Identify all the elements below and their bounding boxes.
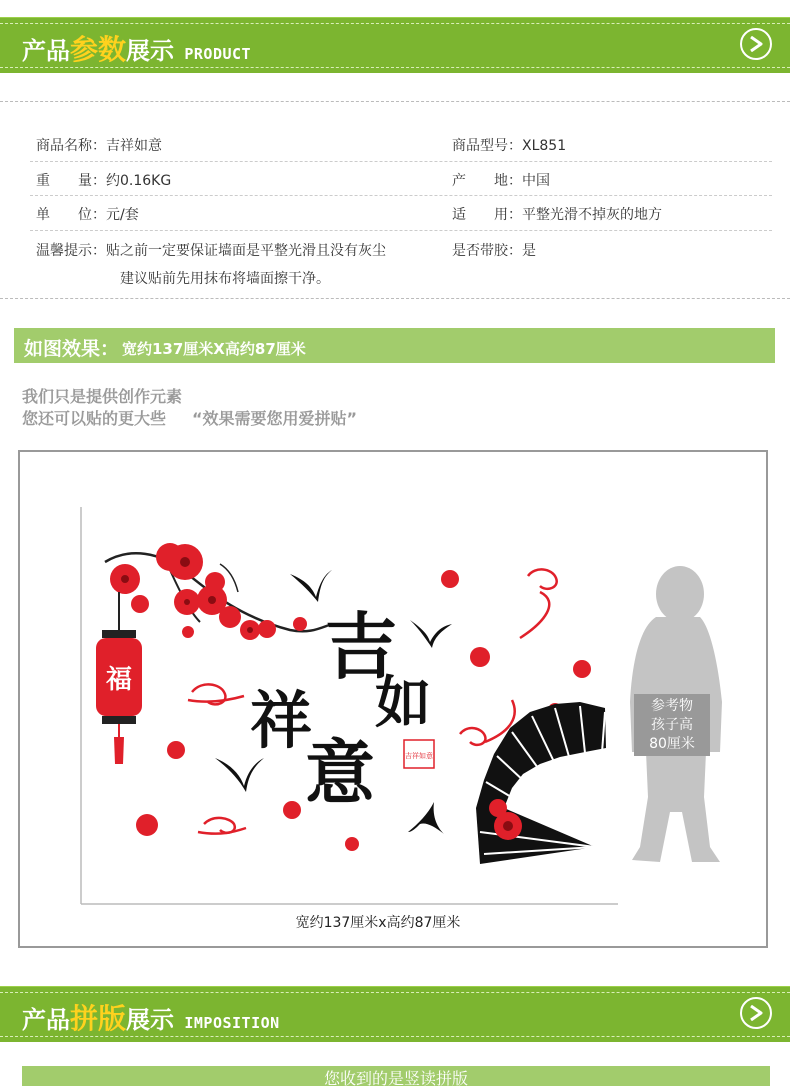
calligraphy	[250, 604, 431, 814]
svg-text:意: 意	[305, 731, 375, 814]
svg-text:参考物: 参考物	[651, 698, 693, 714]
spec-suit: 适 用：平整光滑不掉灰的地方	[452, 207, 662, 223]
wall-sticker-illustration	[20, 452, 766, 946]
svg-text:祥: 祥	[250, 684, 313, 757]
arrow-right-icon[interactable]	[740, 28, 772, 60]
spec-tip-line2: 建议贴前先用抹布将墙面擦干净。	[120, 271, 330, 287]
spec-tip: 温馨提示：贴之前一定要保证墙面是平整光滑且没有灰尘	[36, 243, 386, 259]
spec-model: 商品型号：XL851	[452, 138, 567, 154]
spec-weight: 重 量：约0.16KG	[36, 173, 172, 189]
note-line1: 我们只是提供创作元素	[22, 387, 183, 406]
folding-fan	[476, 702, 606, 864]
product-params-banner	[0, 17, 790, 73]
svg-text:如: 如	[375, 670, 431, 736]
spec-glue: 是否带胶：是	[452, 243, 536, 259]
arrow-right-icon-2[interactable]	[740, 997, 772, 1029]
lantern-char: 福	[105, 665, 133, 695]
spec-unit: 单 位：元/套	[36, 207, 139, 223]
svg-text:吉: 吉	[325, 604, 398, 689]
banner-title: 产品参数展示 PRODUCT	[22, 33, 252, 66]
svg-text:孩子高: 孩子高	[651, 717, 693, 733]
note-line2: 您还可以贴的更大些 “效果需要您用爱拼贴”	[22, 409, 358, 428]
illustration-caption: 宽约137厘米x高约87厘米	[295, 915, 461, 931]
seal-stamp: 吉祥如意	[405, 752, 433, 760]
banner2-title: 产品拼版展示 IMPOSITION	[22, 1002, 280, 1035]
imposition-banner	[0, 986, 790, 1042]
effect-bar: 如图效果： 宽约137厘米X高约87厘米	[14, 328, 775, 363]
spec-origin: 产 地：中国	[452, 173, 550, 189]
child-silhouette	[630, 566, 722, 862]
spec-name: 商品名称：吉祥如意	[36, 138, 162, 154]
lantern	[96, 592, 142, 764]
svg-text:80厘米: 80厘米	[649, 736, 695, 752]
illustration-frame	[18, 450, 768, 948]
imposition-note: 您收到的是竖读拼版	[22, 1066, 770, 1086]
